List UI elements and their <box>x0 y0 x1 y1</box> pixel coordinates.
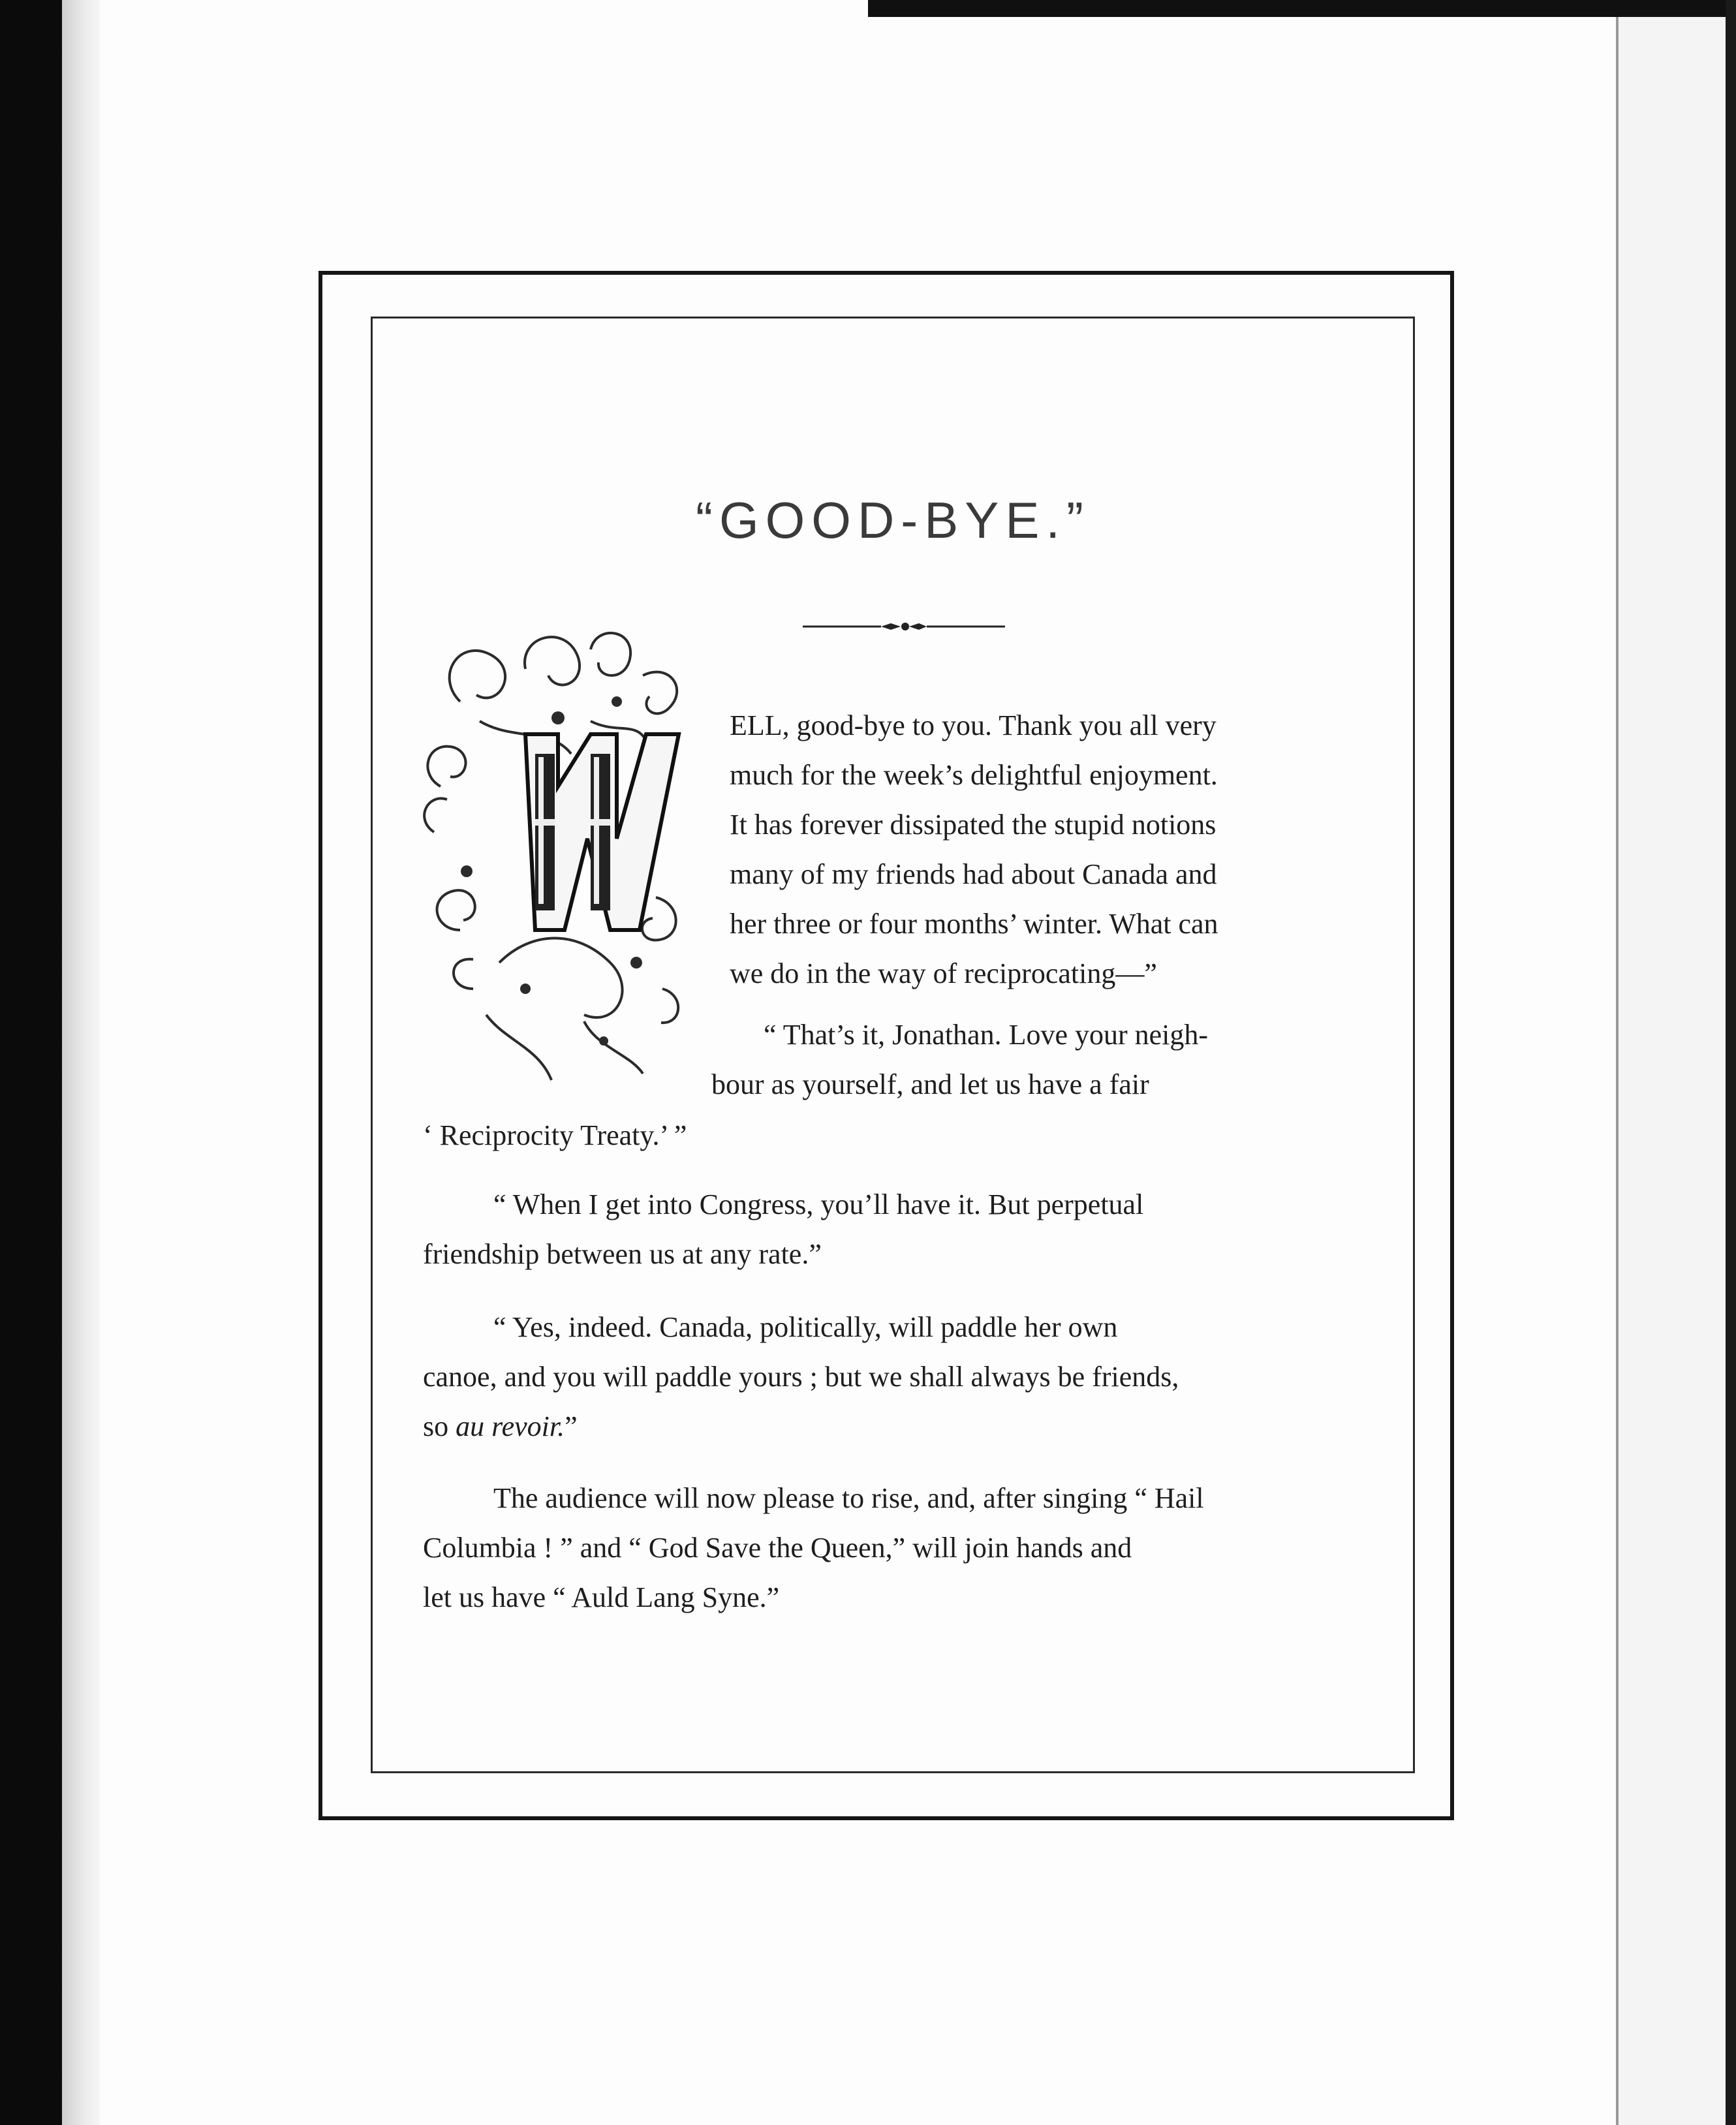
paragraph-4 <box>423 1303 1376 1451</box>
p4-line-1: “ Yes, indeed. Canada, politically, will paddle her own <box>493 1311 1118 1343</box>
scan-right-edge <box>1726 0 1736 2125</box>
paragraph-2 <box>764 1010 1376 1060</box>
title-ornament <box>803 617 1005 636</box>
p1-line-1: ELL, good-bye to you. Thank you all very <box>730 709 1217 741</box>
drop-cap-w-illustration <box>421 623 695 1093</box>
scan-top-bar <box>868 0 1736 17</box>
p1-line-3: It has forever dissipated the stupid notions <box>730 809 1217 841</box>
p5-line-1: The audience will now please to rise, and, after singing “ Hail <box>493 1482 1204 1514</box>
paragraph-3 <box>423 1180 1376 1279</box>
p5-line-3: let us have “ Auld Lang Syne.” <box>423 1581 780 1613</box>
paragraph-5 <box>423 1474 1376 1622</box>
p2-line-3: ‘ Reciprocity Treaty.’ ” <box>423 1119 687 1151</box>
paragraph-1 <box>730 701 1376 999</box>
p4-line-3 <box>423 1402 1376 1451</box>
p3-line-1: “ When I get into Congress, you’ll have it. But perpetual <box>493 1188 1144 1220</box>
p4-line-2: canoe, and you will paddle yours ; but we shall always be friends, <box>423 1361 1179 1393</box>
p1-line-4: many of my friends had about Canada and <box>730 858 1217 890</box>
p1-line-5: her three or four months’ winter. What can <box>730 908 1218 940</box>
scan-left-edge <box>0 0 62 2125</box>
p2-line-1: “ That’s it, Jonathan. Love your neigh- <box>764 1019 1209 1051</box>
paragraph-2-cont <box>711 1060 1376 1109</box>
p2-line-2: bour as yourself, and let us have a fair <box>711 1068 1149 1100</box>
p3-line-2: friendship between us at any rate.” <box>423 1238 822 1270</box>
p4-line-3-end: ” <box>565 1410 578 1442</box>
scan-right-page <box>1616 17 1736 2125</box>
p1-line-2: much for the week’s delightful enjoyment. <box>730 759 1218 791</box>
paragraph-2-end <box>423 1111 1376 1160</box>
p4-line-3-start: so <box>423 1410 456 1442</box>
page-title: “GOOD-BYE.” <box>695 491 1090 549</box>
scan-left-strip <box>62 0 100 2125</box>
p5-line-2: Columbia ! ” and “ God Save the Queen,” will join hands and <box>423 1532 1132 1564</box>
p1-line-6: we do in the way of reciprocating—” <box>730 957 1157 989</box>
p4-italic-au-revoir: au revoir. <box>456 1410 565 1442</box>
